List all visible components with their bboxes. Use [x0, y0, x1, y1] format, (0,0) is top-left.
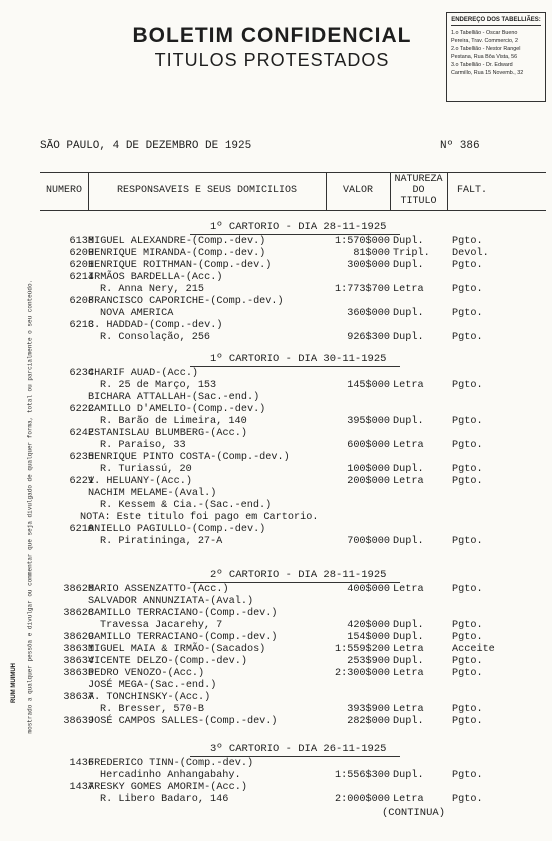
row-number: 1437: [69, 782, 94, 793]
table-row: [40, 236, 552, 248]
row-responsavel: CHARIF AUAD-(Acc.): [88, 368, 199, 379]
table-row: [40, 284, 552, 296]
row-responsavel: SALVADOR ANNUNZIATA-(Aval.): [88, 596, 254, 607]
col-header-numero: NUMERO: [45, 185, 82, 196]
row-responsavel: R. Anna Nery, 215: [100, 284, 204, 295]
row-falta: Pgto.: [452, 668, 483, 679]
row-falta: Pgto.: [452, 284, 483, 295]
row-valor: 395$000: [347, 416, 390, 427]
col-header-natureza: [390, 174, 447, 207]
table-row: [40, 758, 552, 770]
section-heading: 1º CARTORIO - DIA 30-11-1925: [210, 353, 387, 365]
table-row: [40, 692, 552, 704]
table-row: [40, 452, 552, 464]
col-header-responsaveis: RESPONSAVEIS E SEUS DOMICILIOS: [116, 185, 298, 196]
address-line: 1.o Tabellião - Oscar Bueno: [451, 30, 518, 36]
row-natureza: Dupl.: [393, 260, 424, 271]
row-falta: Pgto.: [452, 476, 483, 487]
table-row: [40, 272, 552, 284]
col-header-natureza-line: TITULO: [400, 196, 437, 207]
row-responsavel: Hercadinho Anhangabahy.: [100, 770, 241, 781]
row-responsavel: JOSÉ CAMPOS SALLES-(Comp.-dev.): [88, 716, 278, 727]
row-falta: Pgto.: [452, 632, 483, 643]
row-natureza: Dupl.: [393, 236, 424, 247]
row-falta: Pgto.: [452, 380, 483, 391]
table-row: [40, 296, 552, 308]
row-valor: 253$900: [347, 656, 390, 667]
row-number: 38637: [63, 692, 94, 703]
table-row: [40, 416, 552, 428]
table-row: [40, 632, 552, 644]
section-underline: [190, 234, 400, 235]
row-falta: Pgto.: [452, 770, 483, 781]
row-responsavel: FREDERICO TINN-(Comp.-dev.): [88, 758, 254, 769]
row-falta: Pgto.: [452, 794, 483, 805]
table-row: [40, 464, 552, 476]
table-row: [40, 500, 552, 512]
table-row: [40, 608, 552, 620]
table-row: [40, 620, 552, 632]
row-valor: 145$000: [347, 380, 390, 391]
row-responsavel: ESTANISLAU BLUMBERG-(Acc.): [88, 428, 247, 439]
address-heading: ENDEREÇO DOS TABELLIÃES:: [451, 16, 541, 26]
row-responsavel: R. Bresser, 570-B: [100, 704, 204, 715]
table-row: [40, 524, 552, 536]
row-responsavel: R. Turiassú, 20: [100, 464, 192, 475]
row-responsavel: R. Consolação, 256: [100, 332, 211, 343]
section-underline: [190, 756, 400, 757]
row-responsavel: V. HELUANY-(Acc.): [88, 476, 192, 487]
address-line: Pestana, Rua Bôa Vista, 56: [451, 54, 518, 60]
stamp: RUM MUIMUH: [11, 663, 17, 703]
row-natureza: Dupl.: [393, 716, 424, 727]
row-number: 38629: [63, 632, 94, 643]
col-header-valor: VALOR: [342, 185, 373, 196]
row-valor: 1:570$000: [334, 236, 390, 247]
row-valor: 360$000: [347, 308, 390, 319]
row-falta: Pgto.: [452, 440, 483, 451]
row-falta: Pgto.: [452, 620, 483, 631]
address-line: Pereira, Trav. Commercio, 2: [451, 38, 519, 44]
section-underline: [190, 582, 400, 583]
row-responsavel: CAMILLO TERRACIANO-(Comp.-dev.): [88, 608, 278, 619]
row-number: 38631: [63, 644, 94, 655]
row-number: 6214: [69, 272, 94, 283]
row-number: 38639: [63, 716, 94, 727]
row-natureza: Letra: [393, 584, 424, 595]
row-falta: Pgto.: [452, 464, 483, 475]
table-row: [40, 794, 552, 806]
table-row: [40, 512, 552, 524]
section-heading: 2º CARTORIO - DIA 28-11-1925: [210, 569, 387, 581]
row-falta: Pgto.: [452, 716, 483, 727]
row-responsavel: R. Libero Badaro, 146: [100, 794, 229, 805]
row-responsavel: NACHIM MELAME-(Aval.): [88, 488, 217, 499]
row-falta: Pgto.: [452, 332, 483, 343]
table-row: [40, 308, 552, 320]
col-header-falta: FALT.: [456, 185, 487, 196]
table-row: [40, 380, 552, 392]
row-natureza: Letra: [393, 704, 424, 715]
table-row: [40, 404, 552, 416]
row-falta: Devol.: [452, 248, 489, 259]
row-number: 6235: [69, 452, 94, 463]
address-box: [446, 12, 546, 102]
row-falta: Pgto.: [452, 584, 483, 595]
address-line: 2.o Tabellião - Nestor Rangel: [451, 46, 521, 52]
row-responsavel: BICHARA ATTALLAH-(Sac.-end.): [88, 392, 260, 403]
row-valor: 2:300$000: [334, 668, 390, 679]
row-responsavel: R. Barão de Limeira, 140: [100, 416, 247, 427]
row-natureza: Dupl.: [393, 770, 424, 781]
row-falta: Pgto.: [452, 260, 483, 271]
row-falta: Pgto.: [452, 236, 483, 247]
row-number: 6213: [69, 320, 94, 331]
row-number: 6210: [69, 524, 94, 535]
side-note: mostrado a qualquer pessôa e divulgar ou commentar que seja divulgado de qualquer forma, total ou parcialmente o seu conteúdo.: [26, 279, 34, 734]
row-number: 1436: [69, 758, 94, 769]
row-responsavel: MARIO ASSENZATTO-(Acc.): [88, 584, 229, 595]
row-responsavel: R. 25 de Março, 153: [100, 380, 217, 391]
col-header-natureza-line: DO: [412, 185, 425, 196]
table-row: [40, 782, 552, 794]
row-valor: 1:559$200: [334, 644, 390, 655]
row-natureza: Dupl.: [393, 416, 424, 427]
table-row: [40, 536, 552, 548]
row-responsavel: JOSÉ MEGA-(Sac.-end.): [88, 680, 217, 691]
row-natureza: Letra: [393, 476, 424, 487]
date-line: SÃO PAULO, 4 DE DEZEMBRO DE 1925: [40, 140, 252, 152]
section-heading: 3º CARTORIO - DIA 26-11-1925: [210, 743, 387, 755]
row-responsavel: HENRIQUE PINTO COSTA-(Comp.-dev.): [88, 452, 290, 463]
row-responsavel: C. HADDAD-(Comp.-dev.): [88, 320, 223, 331]
table-row: [40, 320, 552, 332]
table-row: [40, 332, 552, 344]
row-responsavel: VICENTE DELZO-(Comp.-dev.): [88, 656, 247, 667]
row-falta: Pgto.: [452, 416, 483, 427]
table-row: [40, 656, 552, 668]
table-row: [40, 716, 552, 728]
row-natureza: Letra: [393, 284, 424, 295]
row-natureza: Letra: [393, 794, 424, 805]
row-responsavel: FRANCISCO CAPORICHE-(Comp.-dev.): [88, 296, 284, 307]
row-valor: 2:000$000: [334, 794, 390, 805]
table-row: [40, 584, 552, 596]
table-row: [40, 680, 552, 692]
row-responsavel: MIGUEL ALEXANDRE-(Comp.-dev.): [88, 236, 266, 247]
page-title: BOLETIM CONFIDENCIAL: [132, 24, 412, 47]
table-row: [40, 392, 552, 404]
row-valor: 393$900: [347, 704, 390, 715]
row-number: 38626: [63, 584, 94, 595]
row-responsavel: PEDRO VENOZO-(Acc.): [88, 668, 205, 679]
row-falta: Pgto.: [452, 656, 483, 667]
row-falta: Acceite: [452, 644, 495, 655]
table-row: [40, 668, 552, 680]
row-responsavel: ANIELLO PAGIULLO-(Comp.-dev.): [88, 524, 266, 535]
row-number: 6209: [69, 248, 94, 259]
row-number: 38628: [63, 608, 94, 619]
table-row: [40, 476, 552, 488]
row-number: 6201: [69, 260, 94, 271]
row-natureza: Dupl.: [393, 632, 424, 643]
row-natureza: Dupl.: [393, 332, 424, 343]
row-valor: 154$000: [347, 632, 390, 643]
page-subtitle: TITULOS PROTESTADOS: [154, 50, 390, 70]
row-natureza: Dupl.: [393, 656, 424, 667]
row-natureza: Dupl.: [393, 620, 424, 631]
row-valor: 300$000: [347, 260, 390, 271]
row-number: 6234: [69, 368, 94, 379]
table-row: [40, 368, 552, 380]
table-row: [40, 260, 552, 272]
row-responsavel: R. Kessem & Cia.-(Sac.-end.): [100, 500, 272, 511]
row-responsavel: MIGUEL MAIA & IRMÃO-(Sacados): [88, 644, 266, 655]
row-responsavel: CAMILLO TERRACIANO-(Comp.-dev.): [88, 632, 278, 643]
row-responsavel: ARESKY GOMES AMORIM-(Acc.): [88, 782, 247, 793]
row-falta: Pgto.: [452, 536, 483, 547]
row-responsavel: CAMILLO D'AMELIO-(Comp.-dev.): [88, 404, 266, 415]
row-valor: 1:773$700: [334, 284, 390, 295]
table-row: [40, 440, 552, 452]
row-natureza: Dupl.: [393, 536, 424, 547]
row-valor: 1:556$300: [334, 770, 390, 781]
row-responsavel: HENRIQUE MIRANDA-(Comp.-dev.): [88, 248, 266, 259]
table-row: [40, 770, 552, 782]
row-natureza: Dupl.: [393, 464, 424, 475]
row-responsavel: Travessa Jacarehy, 7: [100, 620, 223, 631]
section-heading: 1º CARTORIO - DIA 28-11-1925: [210, 221, 387, 233]
row-number: 6242: [69, 428, 94, 439]
row-valor: 600$000: [347, 440, 390, 451]
row-falta: Pgto.: [452, 704, 483, 715]
row-valor: 926$300: [347, 332, 390, 343]
row-responsavel: NOTA: Este titulo foi pago em Cartorio.: [80, 512, 319, 523]
row-number: 38635: [63, 668, 94, 679]
document-number: Nº 386: [440, 140, 480, 152]
table-row: [40, 428, 552, 440]
address-line: Carmillo, Rua 15 Novemb., 32: [451, 70, 524, 76]
row-number: 38634: [63, 656, 94, 667]
row-valor: 700$000: [347, 536, 390, 547]
row-valor: 420$000: [347, 620, 390, 631]
row-natureza: Letra: [393, 644, 424, 655]
row-valor: 400$000: [347, 584, 390, 595]
row-responsavel: HENRIQUE ROITHMAN-(Comp.-dev.): [88, 260, 272, 271]
row-natureza: Letra: [393, 380, 424, 391]
table-row: [40, 596, 552, 608]
row-valor: 200$000: [347, 476, 390, 487]
section-underline: [190, 366, 400, 367]
row-number: 6138: [69, 236, 94, 247]
row-responsavel: IRMÃOS BARDELLA-(Acc.): [88, 272, 223, 283]
row-natureza: Letra: [393, 668, 424, 679]
row-number: 6222: [69, 404, 94, 415]
row-number: 6208: [69, 296, 94, 307]
row-natureza: Letra: [393, 440, 424, 451]
row-natureza: Dupl.: [393, 308, 424, 319]
footer-continua: (CONTINUA): [382, 807, 446, 819]
table-row: [40, 704, 552, 716]
row-responsavel: R. Paraiso, 33: [100, 440, 186, 451]
row-valor: 81$000: [353, 248, 390, 259]
row-number: 6221: [69, 476, 94, 487]
row-responsavel: NOVA AMERICA: [100, 308, 174, 319]
address-line: 3.o Tabellião - Dr. Edward: [451, 62, 513, 68]
row-natureza: Tripl.: [393, 248, 430, 259]
row-falta: Pgto.: [452, 308, 483, 319]
row-valor: 282$000: [347, 716, 390, 727]
col-header-natureza-line: NATUREZA: [394, 174, 443, 185]
table-row: [40, 644, 552, 656]
table-row: [40, 248, 552, 260]
row-responsavel: A. TONCHINSKY-(Acc.): [88, 692, 211, 703]
row-responsavel: R. Piratininga, 27-A: [100, 536, 223, 547]
table-row: [40, 488, 552, 500]
row-valor: 100$000: [347, 464, 390, 475]
